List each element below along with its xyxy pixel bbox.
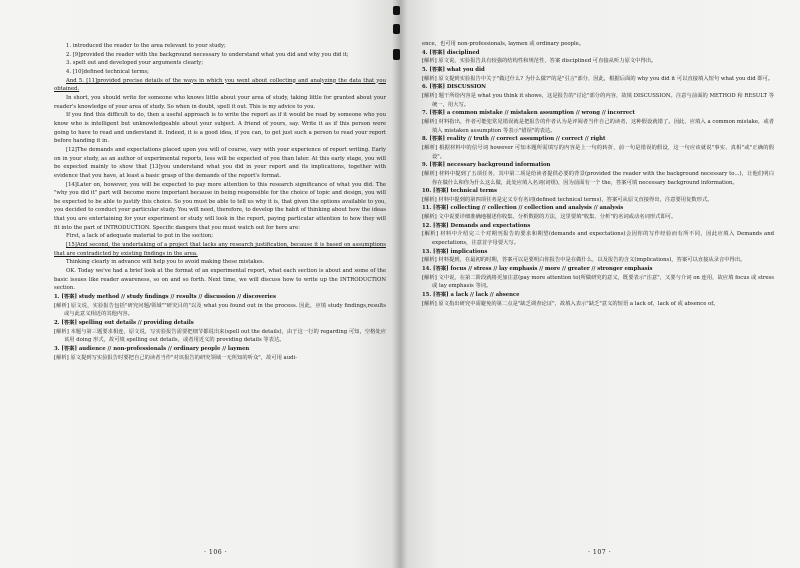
book-gutter-shadow	[392, 0, 408, 568]
answer-line: 5. [答案] what you did	[422, 66, 485, 73]
answer-line: 10. [答案] technical terms	[422, 188, 497, 195]
answer-line: 4. [答案] disciplined	[422, 49, 480, 56]
explanation-line: [解析] 材料指出，作者可能犯常见错误就是把报告的作者认为是评阅者当作自己的读者，这种假设就错了。因此，应填入 a common mistake，或者填入 mistaken assumption 等表示"错误"的表达。	[422, 118, 774, 134]
answer-line: 15. [答案] a lack // lack // absence	[422, 292, 520, 299]
explanation-line: [解析] 材料中提到了五项任务，其中第二项是给读者提供必要的背景(provided the reader with the background necessary to...)，让他们明白你在做什么和你为什么这么做，此处应填入名词(词组)，因为前面有一个 the，答案可填 necessary background information。	[422, 170, 774, 186]
right-page-text	[422, 40, 774, 308]
text-line: First, a lack of adequate material to put in the section;	[66, 233, 214, 240]
text-line: Thinking clearly in advance will help you to avoid making these mistakes.	[66, 259, 265, 266]
answer-line: 8. [答案] reality // truth // correct assumption // correct // right	[422, 136, 606, 143]
text-line: 4. [10]defined technical terms;	[66, 68, 149, 75]
explanation-line: [解析] 本题与第三题要求相连，原文说，写实验报告需要把细节都说出来(spell out the details)，由于这一行的 regarding 可知，空格处应该用 doing 形式，故可填 spelling out details，或者用近义的 providing details 等表达。	[54, 328, 386, 344]
text-paragraph: [12]The demands and expectations placed upon you will of course, vary with your experience of report writing. Early on in your study, as an author of experimental reports, less will be expected of you than later. At this early stage, you will be expected mainly to show that [13]you understand what you did in your report and its implications, together with evidence that you have, at least a basic grasp of the demands of the report's format.	[54, 146, 386, 179]
explanation-line: [解析] 原文提到实验报告中关于"做过什么? 为什么做?"的是"引言"部分，因此，根据后面的 why you did it 可以直接填入短句 what you did 即可。	[422, 75, 774, 82]
answer-line: 6. [答案] DISCUSSION	[422, 84, 487, 91]
text-paragraph: [14]Later on, however, you will be expected to pay more attention to this research significance of what you did. The "why you did it" part will become more important because in being responsible for the choice of topic and design, you will be expected to be able to justify this choice. So you must be able to tell us why it is, that given the options available to you, you decided to conduct your particular study. You will need, therefore, to develop the habit of thinking about how the ideas that you are entertaining for your experiment or study will look in the report, paying particular attention to how they will fit into the part of INTRODUCTION. Specific dangers that you must watch out for here are:	[54, 181, 386, 231]
explanation-line: [解析] 原文说，实验报告包括"研究问题/领域""研究目的"以及 what you found out in the process. 因此，应填 study findings,results 或与此意义相近的其他内容。	[54, 302, 386, 318]
explanation-line: [解析] 题干所给内容是 what you think it shows，这是报告的"讨论"部分的内容，故填 DISCUSSION。注意与前面的 METHOD 和 RESULT 等统一，用大写。	[422, 92, 774, 108]
answer-line: 1. [答案] study method // study findings // results // discussion // discoveries	[54, 294, 276, 301]
answer-line: 11. [答案] collecting // collection // collection and analysis // analysis	[422, 205, 624, 212]
text-paragraph: [15]And second, the undertaking of a project that lacks any research justification, because it is based on assumptions that are contradicted by existing findings in the area.	[54, 242, 386, 257]
left-page-text	[54, 42, 386, 362]
text-line: And 5. [11]provided precise details of the ways in which you went about collecting and analyzing the data that you obtained.	[54, 77, 386, 93]
explanation-line: [解析] 材料中提到的第四项任务是定义专有名词(defined technical terms)，答案可从原文直接得出，注意要用复数形式。	[422, 196, 713, 203]
explanation-line: [解析] 原文指出研究中需避免的第二点是"缺乏调查论证"，故填入表示"缺乏"意义的短语 a lack of，lack of 或 absence of。	[422, 300, 719, 307]
text-line: 3. spelt out and developed your arguments clearly;	[66, 60, 204, 67]
explanation-line: [解析] 原文说，实验报告具有较强的结构性和规范性，答案 disciplined 可直接从听力原文中得出。	[422, 58, 657, 65]
page-number: · 107 ·	[588, 549, 612, 556]
explanation-line: [解析] 文中说，在第二阶段就将更加注意(pay more attention to)所做研究的意义，既要表示"注意"，又要与介词 on 连用，故应填 focus 或 stress 或 lay emphasis 等词。	[422, 274, 774, 290]
answer-line: 2. [答案] spelling out details // providing details	[54, 320, 194, 326]
answer-line: 3. [答案] audience // non-professionals // ordinary people // laymen	[54, 345, 250, 352]
explanation-line: [解析] 材料提到，在最初的时期，答案可以是要明白你报告中是在做什么，以及报告的含义(implications)，答案可以直接从录音中得出。	[422, 257, 746, 264]
text-line: 1. introduced the reader to the area relevant to your study;	[66, 43, 226, 49]
binding-mark	[393, 49, 400, 60]
answer-line: 12. [答案] Demands and expectations	[422, 222, 531, 229]
explanation-line: [解析] 根据材料中的信号词 however 可知本题所需填写的内容是上一句的转折，前一句是错误的假设，这一句应该就说"事实、真相"或"正确的假设"。	[422, 144, 774, 160]
answer-line: 9. [答案] necessary background information	[422, 162, 551, 169]
binding-mark	[393, 24, 400, 34]
explanation-line: [解析] 材料中介绍完三个对期刊报告的要求和期望(demands and expectations)会因你的写作经验而有所不同，因此应填入 Demands and expectations，注意首字母要大写。	[422, 231, 774, 247]
page-number: · 106 ·	[204, 549, 228, 556]
explanation-line: [解析] 文中说要详细准确地描述你收集、分析数据的方法，这里要填"收集、分析"的名词或动名词形式即可。	[422, 214, 677, 221]
text-paragraph: In short, you should write for someone who knows little about your area of study, taking little for granted about your reader's knowledge of your area of study. So when in doubt, spell it out. This is my advice to you.	[54, 94, 386, 110]
explanation-line: [解析] 原文提到写实验报告时要把自己的读者当作"对该报告的研究领域一无所知的听众"，故可用 audi-	[54, 354, 297, 361]
answer-line: 14. [答案] focus // stress // lay emphasis // more // greater // stronger emphasis	[422, 266, 653, 273]
answer-line: 13. [答案] implications	[422, 248, 488, 255]
binding-mark	[393, 6, 400, 15]
answer-line: 7. [答案] a common mistake // mistaken assumption // wrong // incorrect	[422, 110, 635, 117]
text-paragraph: OK. Today we've had a brief look at the format of an experimental report, what each section is about and some of the basic issues like reader awareness, so on and so forth. Next time, we will discuss how to write up the INTRODUCTION section.	[54, 268, 386, 292]
text-line: ence，也可用 non-professionals, laymen 或 ordinary people。	[422, 41, 585, 47]
text-paragraph: If you find this difficult to do, then a useful approach is to write the report as if it would be read by someone who you know who is intelligent but unknowledgeable about your subject. A friend of yours, say. Write it as if this person were going to have to read and understand it. Indeed, it is a good idea, if you can, to get just such a person to read your report before handing it in.	[54, 112, 386, 145]
text-line: 2. [9]provided the reader with the background necessary to understand what you did and why you did it;	[66, 51, 349, 58]
right-page	[400, 0, 800, 568]
